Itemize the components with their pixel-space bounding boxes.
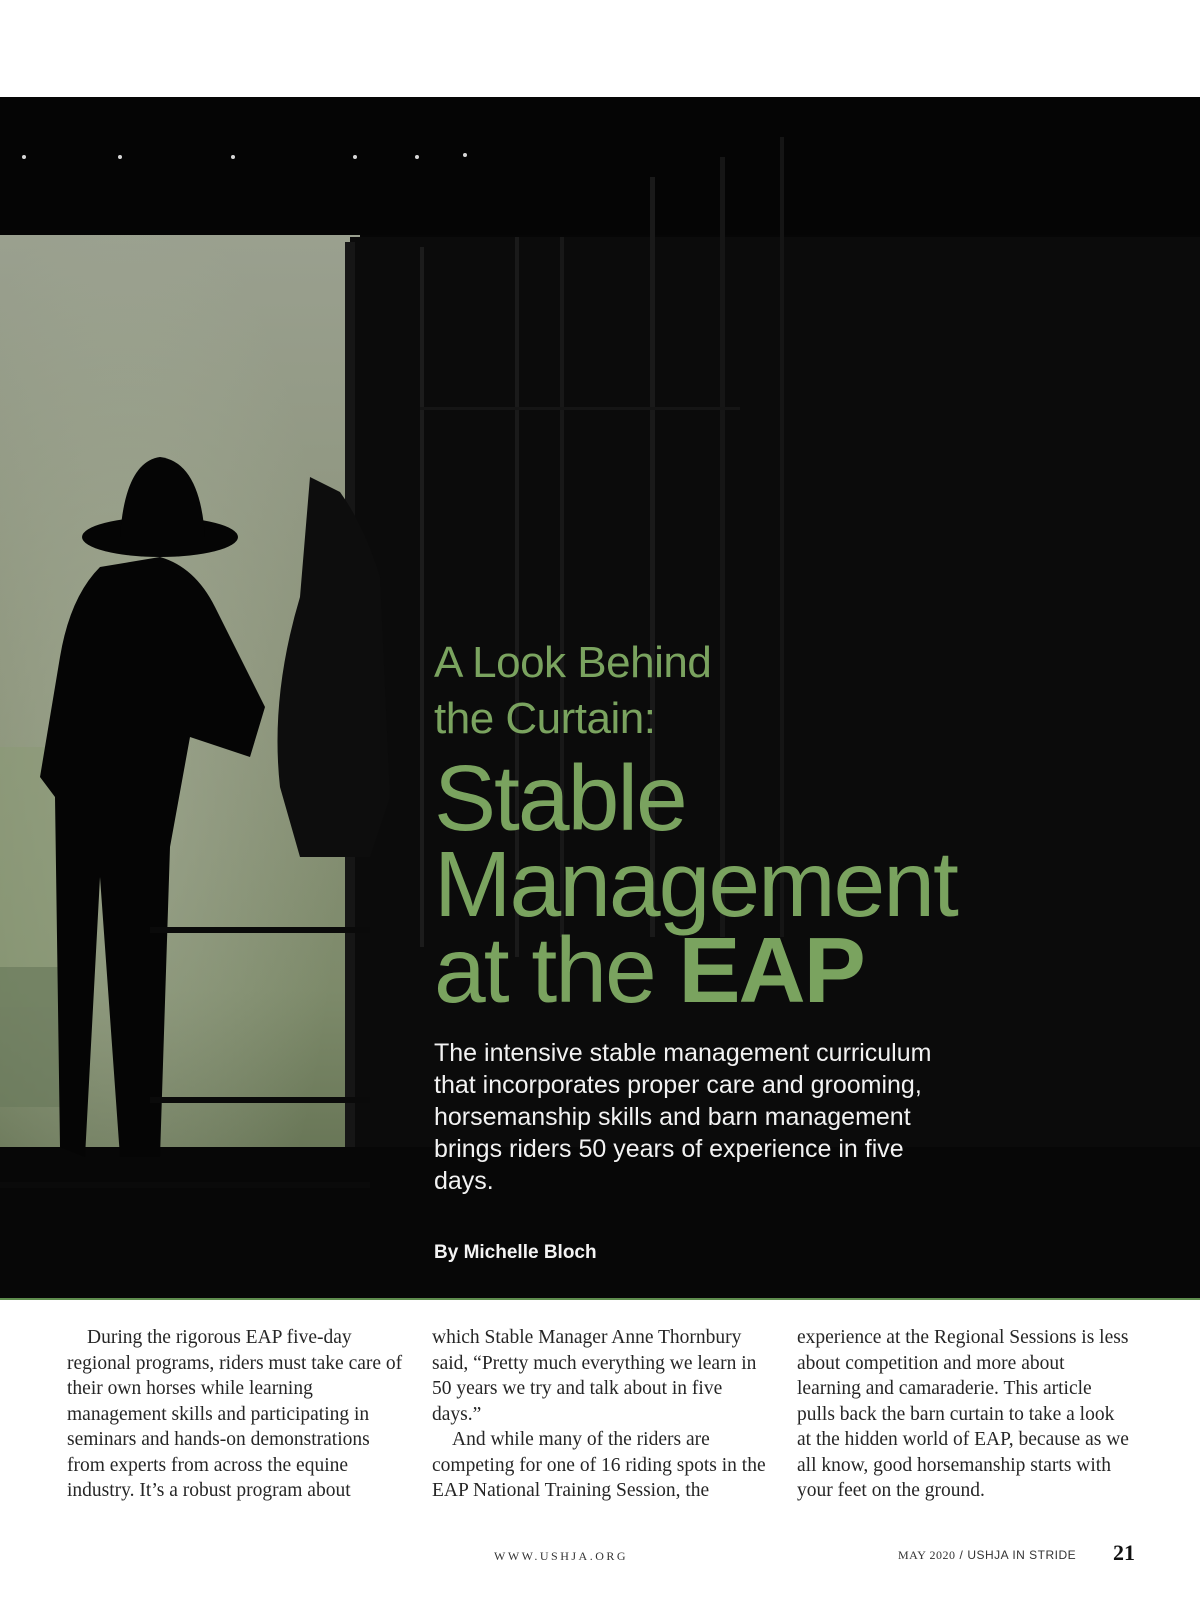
paragraph: And while many of the riders are competing for one of 16 riding spots in the EAP National Training Session, the: [432, 1429, 766, 1501]
headline-line-2: Management: [434, 832, 957, 936]
headline-line-1: Stable: [434, 746, 686, 850]
kicker-line-2: the Curtain:: [434, 694, 656, 743]
paragraph: which Stable Manager Anne Thornbury said, “Pretty much everything we learn in 50 years we try and talk about in five days.”: [432, 1327, 757, 1425]
footer-magazine: USHJA IN STRIDE: [967, 1548, 1077, 1562]
article-column-3: [797, 1325, 1133, 1504]
headline-line-3-regular: at the: [434, 918, 679, 1022]
paragraph: experience at the Regional Sessions is less about competition and more about learning and camaraderie. This article pulls back the barn curtain to take a look at the hidden world of EAP, because as we all know, good horsemanship starts with your feet on the ground.: [797, 1327, 1129, 1501]
byline: By Michelle Bloch: [434, 1242, 597, 1263]
article-column-1: [67, 1325, 403, 1504]
headline: [434, 746, 1074, 1022]
footer-date: MAY 2020: [898, 1548, 956, 1562]
kicker-line-1: A Look Behind: [434, 638, 712, 687]
footer-website: WWW.USHJA.ORG: [494, 1549, 629, 1563]
paragraph: During the rigorous EAP five-day regional programs, riders must take care of their own horses while learning management skills and participating in seminars and hands-on demonstrations from experts from across the equine industry. It’s a robust program about: [67, 1327, 403, 1501]
article-dek: The intensive stable management curriculum that incorporates proper care and grooming, horsemanship skills and barn management brings riders 50 years of experience in five days.: [434, 1039, 932, 1195]
title-block: [434, 635, 1074, 1022]
hero-bottom-rule: [0, 1298, 1200, 1300]
article-column-2: [432, 1325, 768, 1504]
headline-line-3: [434, 918, 864, 1022]
footer-issue: [898, 1548, 1076, 1563]
headline-emphasis: EAP: [678, 918, 864, 1022]
page-number: 21: [1113, 1540, 1135, 1565]
footer-separator: /: [959, 1548, 964, 1562]
